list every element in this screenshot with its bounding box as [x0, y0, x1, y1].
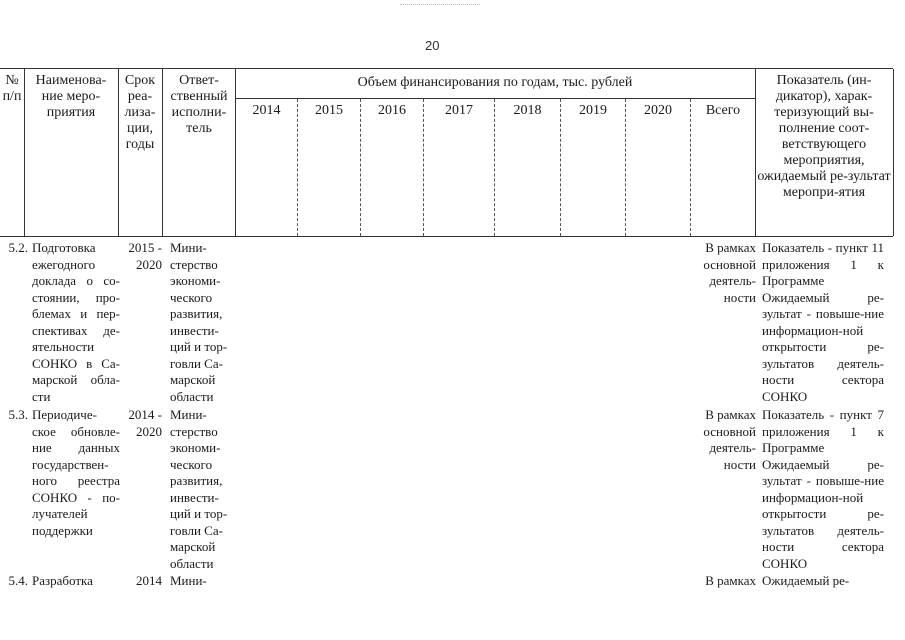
header-financing: Объем финансирования по годам, тыс. рублей	[357, 75, 633, 90]
header-num: № п/п	[2, 73, 22, 104]
row-activity-name: Подготовка ежегодного доклада о со-стоянии, про-блемах и пер-спективах де-ятельности СОНКО в Са-марской обла-сти	[32, 240, 120, 404]
header-year-2019: 2019	[579, 103, 607, 118]
row-number: 5.4.	[8, 573, 28, 588]
row-indicator: Показатель - пункт 7 приложения 1 к Программе Ожидаемый ре-зультат - повыше-ние информацион-ной открытости ре-зультатов деятель-ности сектора СОНКО	[762, 407, 884, 571]
header-year-2018: 2018	[513, 103, 542, 118]
page-number: 20	[425, 38, 440, 53]
row-activity-name: Периодиче-ское обновле-ние данных государствен-ного реестра СОНКО - по-лучателей поддержки	[32, 407, 120, 538]
row-total: В рамках	[705, 573, 756, 588]
column-divider	[625, 99, 626, 236]
row-indicator: Показатель - пункт 11 приложения 1 к Программе Ожидаемый ре-зультат - повыше-ние информацион-ной открытости ре-зультатов деятель-ности сектора СОНКО	[762, 240, 884, 404]
header-term: Срок реа-лиза-ции, годы	[124, 73, 156, 152]
column-divider	[690, 99, 691, 236]
row-executor: Мини-стерство экономи-ческого развития, инвести-ций и тор-говли Са-марской области	[170, 240, 228, 404]
row-total: В рамках основной деятель-ности	[703, 240, 756, 305]
header-total: Всего	[705, 103, 741, 118]
column-divider	[118, 69, 119, 236]
table-header	[0, 68, 893, 237]
column-divider	[893, 69, 894, 236]
row-executor: Мини-стерство экономи-ческого развития, инвести-ций и тор-говли Са-марской области	[170, 407, 228, 571]
column-divider	[162, 69, 163, 236]
header-indicator: Показатель (ин-дикатор), харак-теризующий вы-полнение соот-ветствующего мероприятия, ожидаемый ре-зультат меропри-ятия	[757, 73, 891, 200]
row-executor: Мини-	[170, 573, 207, 588]
row-total: В рамках основной деятель-ности	[703, 407, 756, 472]
column-divider	[560, 99, 561, 236]
row-indicator: Ожидаемый ре-	[762, 573, 850, 588]
header-executor: Ответ-ственный исполни-тель	[170, 73, 228, 136]
financing-divider	[235, 98, 755, 99]
header-year-2016: 2016	[378, 103, 406, 118]
row-number: 5.3.	[8, 407, 28, 422]
column-divider	[423, 99, 424, 236]
row-term: 2014 - 2020	[128, 407, 162, 439]
scan-artifact	[400, 4, 480, 5]
column-divider	[235, 69, 236, 236]
header-year-2015: 2015	[315, 103, 343, 118]
header-year-2020: 2020	[644, 103, 672, 118]
column-divider	[297, 99, 298, 236]
header-year-2014: 2014	[252, 103, 281, 118]
row-term: 2015 - 2020	[128, 240, 162, 272]
column-divider	[755, 69, 756, 236]
column-divider	[24, 69, 25, 236]
column-divider	[494, 99, 495, 236]
row-number: 5.2.	[8, 240, 28, 255]
column-divider	[360, 99, 361, 236]
header-year-2017: 2017	[445, 103, 473, 118]
row-activity-name: Разработка	[32, 573, 93, 588]
row-term: 2014	[136, 573, 162, 588]
header-name: Наименова-ние меро-приятия	[35, 73, 107, 120]
